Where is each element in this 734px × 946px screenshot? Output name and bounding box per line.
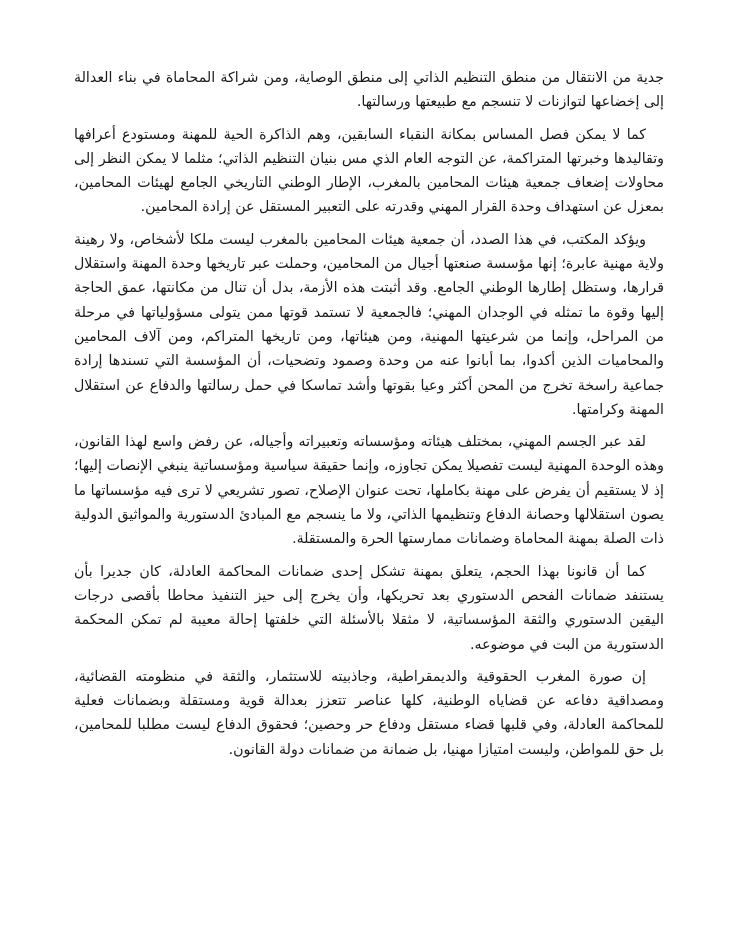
document-page <box>74 66 664 762</box>
paragraph-5-text: كما أن قانونا بهذا الحجم، يتعلق بمهنة تشكل إحدى ضمانات المحاكمة العادلة، كان جديرا بأن يستنفد ضمانات الفحص الدستوري بعد تحريكها، وأن يخرج إلى حيز التنفيذ محاطا بأقصى درجات اليقين الدستوري والثقة المؤسساتية، لا مثقلا بالأسئلة التي خلفتها إحالة معيبة لم تمكن المحكمة الدستورية من البت في موضوعه. <box>74 563 664 653</box>
paragraph-5 <box>74 560 664 657</box>
paragraph-4 <box>74 430 664 551</box>
paragraph-6 <box>74 665 664 762</box>
paragraph-1 <box>74 66 664 115</box>
paragraph-1-text: جدية من الانتقال من منطق التنظيم الذاتي إلى منطق الوصاية، ومن شراكة المحاماة في بناء العدالة إلى إخضاعها لتوازنات لا تنسجم مع طبيعتها ورسالتها. <box>74 70 664 111</box>
paragraph-3 <box>74 228 664 422</box>
paragraph-4-text: لقد عبر الجسم المهني، بمختلف هيئاته ومؤسساته وتعبيراته وأجياله، عن رفض واسع لهذا القانون، وهذه الوحدة المهنية ليست تفصيلا يمكن تجاوزه، وإنما حقيقة سياسية ومؤسساتية ينبغي الإنصات إليها؛ إذ لا يستقيم أن يفرض على مهنة بكاملها، تحت عنوان الإصلاح، تصور تشريعي لا ترى فيه مؤسساتها ما يصون استقلالها وحصانة الدفاع وتنظيمها الذاتي، ولا ما ينسجم مع المبادئ الدستورية والمواثيق الدولية ذات الصلة بمهنة المحاماة وضمانات ممارستها الحرة والمستقلة. <box>74 434 664 548</box>
paragraph-6-text: إن صورة المغرب الحقوقية والديمقراطية، وجاذبيته للاستثمار، والثقة في منظومته القضائية، ومصداقية دفاعه عن قضاياه الوطنية، كلها عناصر تتعزز بعدالة قوية ومستقلة وبضمانات فعلية للمحاكمة العادلة، وفي قلبها قضاء مستقل ودفاع حر وحصين؛ فحقوق الدفاع ليست مطلبا للمحامين، بل حق للمواطن، وليست امتيازا مهنيا، بل ضمانة من ضمانات دولة القانون. <box>74 668 664 758</box>
paragraph-2 <box>74 123 664 220</box>
paragraph-2-text: كما لا يمكن فصل المساس بمكانة النقباء السابقين، وهم الذاكرة الحية للمهنة ومستودع أعرافها وتقاليدها وخبرتها المتراكمة، عن التوجه العام الذي مس بنيان التنظيم الذاتي؛ مثلما لا يمكن النظر إلى محاولات إضعاف جمعية هيئات المحامين بالمغرب، الإطار الوطني التاريخي الجامع لهيئات المحامين، بمعزل عن استهداف وحدة القرار المهني وقدرته على التعبير المستقل عن إرادة المحامين. <box>74 126 664 216</box>
paragraph-3-text: ويؤكد المكتب، في هذا الصدد، أن جمعية هيئات المحامين بالمغرب ليست ملكا لأشخاص، ولا رهينة ولاية مهنية عابرة؛ إنها مؤسسة صنعتها أجيال من المحامين، وحملت عبر تاريخها وحدة المهنة واستقلال قرارها، وستظل إطارها الوطني الجامع. وقد أثبتت هذه الأزمة، بدل أن تنال من مكانتها، عمق الحاجة إليها وقوة ما تمثله في الوجدان المهني؛ فالجمعية لا تستمد قوتها ممن يتولى مسؤولياتها في مرحلة من المراحل، وإنما من شرعيتها المهنية، ومن هيئاتها، ومن تاريخها المتراكم، ومن آلاف المحامين والمحاميات الذين أكدوا، بما أبانوا عنه من وحدة وصمود وتضحيات، أن المؤسسة التي تسندها إرادة جماعية راسخة تخرج من المحن أكثر وعيا بقوتها وأشد تماسكا في حمل رسالتها والدفاع عن استقلال المهنة وكرامتها. <box>74 231 664 418</box>
